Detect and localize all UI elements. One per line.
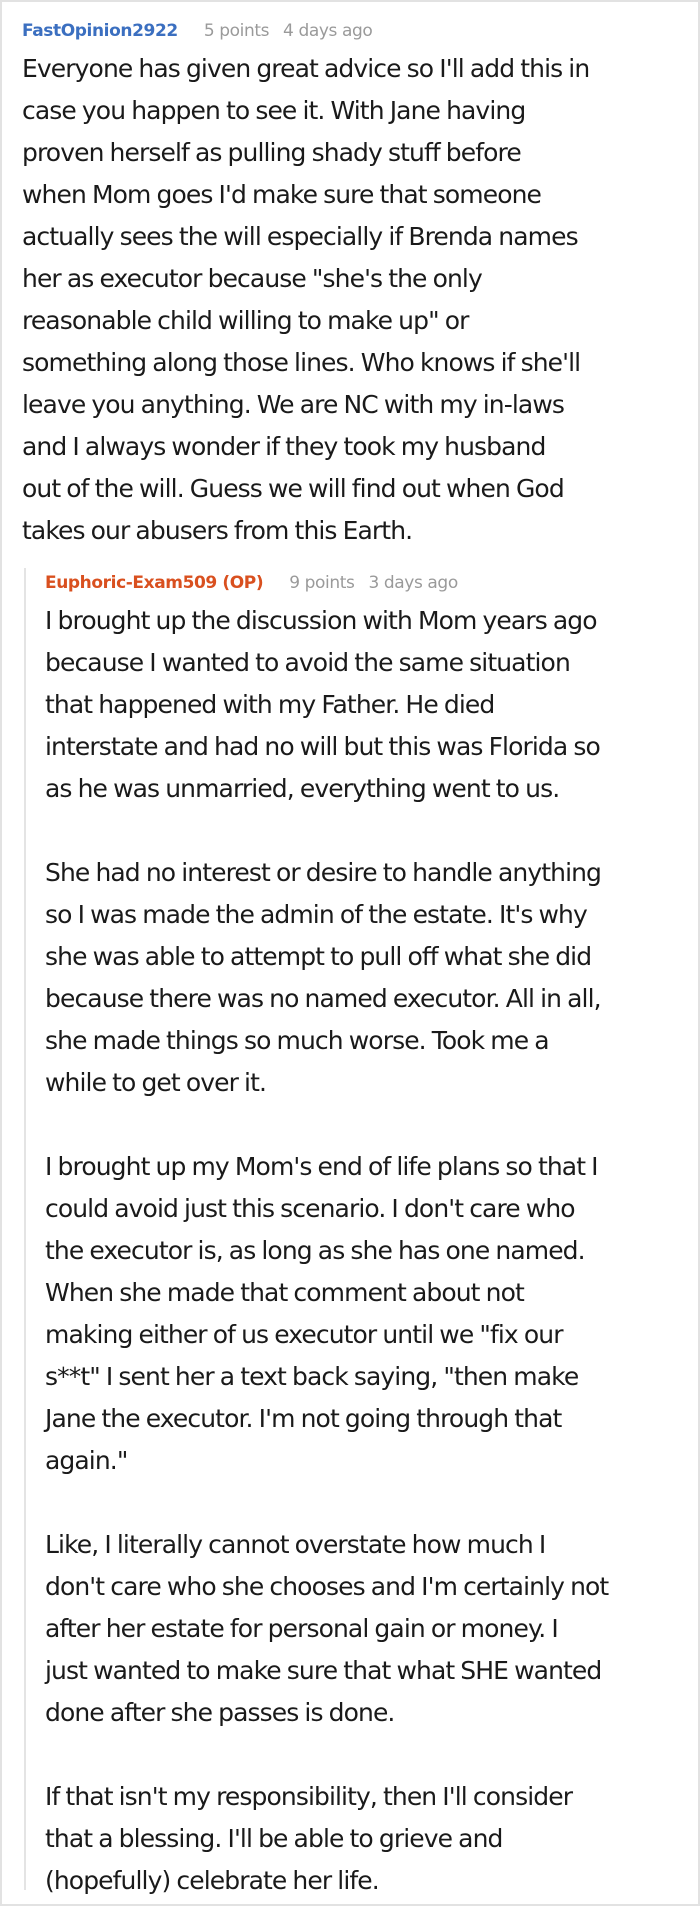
reply-meta xyxy=(45,568,690,594)
reply-text-line: because there was no named executor. All in all, xyxy=(45,984,601,1013)
comment-meta xyxy=(22,20,690,42)
comment xyxy=(22,20,690,552)
comment-text-line: actually sees the will especially if Brenda names xyxy=(22,222,578,251)
reply-text-line: just wanted to make sure that what SHE wanted xyxy=(45,1656,602,1685)
reply-author-link[interactable]: Euphoric-Exam509 (OP) xyxy=(45,573,264,593)
reply-text-line: could avoid just this scenario. I don't care who xyxy=(45,1194,575,1223)
reply-text-line: (hopefully) celebrate her life. xyxy=(45,1866,379,1895)
reply-text-line: because I wanted to avoid the same situation xyxy=(45,648,570,677)
comment-text-line: Everyone has given great advice so I'll add this in xyxy=(22,54,590,83)
comment-text-line: leave you anything. We are NC with my in-laws xyxy=(22,390,565,419)
reply-text-line: If that isn't my responsibility, then I'll consider xyxy=(45,1782,573,1811)
reply-text-line: again." xyxy=(45,1446,128,1475)
reply-text-line: making either of us executor until we "fix our xyxy=(45,1320,563,1349)
reply-text-line: When she made that comment about not xyxy=(45,1278,524,1307)
reply-text-line: that happened with my Father. He died xyxy=(45,690,495,719)
paragraph-gap xyxy=(45,1482,690,1524)
comment-points: 5 points xyxy=(203,21,270,41)
comment-author-link[interactable]: FastOpinion2922 xyxy=(22,21,178,41)
paragraph-gap xyxy=(45,1104,690,1146)
reply-text-line: she made things so much worse. Took me a xyxy=(45,1026,549,1055)
reply-text-line: I brought up my Mom's end of life plans so that I xyxy=(45,1152,598,1181)
reply-text-line: so I was made the admin of the estate. It's why xyxy=(45,900,587,929)
comment-text-line: proven herself as pulling shady stuff before xyxy=(22,138,521,167)
comment-text-line: out of the will. Guess we will find out when God xyxy=(22,474,564,503)
comment-text-line: when Mom goes I'd make sure that someone xyxy=(22,180,542,209)
reply-comment xyxy=(24,568,690,1895)
comment-timestamp[interactable]: 4 days ago xyxy=(283,21,373,41)
comment-text-line: reasonable child willing to make up" or xyxy=(22,306,469,335)
reply-text-line: s**t" I sent her a text back saying, "then make xyxy=(45,1362,579,1391)
reply-body xyxy=(45,600,690,1902)
reply-text-line: interstate and had no will but this was Florida so xyxy=(45,732,600,761)
reply-text-line: Jane the executor. I'm not going through that xyxy=(45,1404,562,1433)
comment-text-line: something along those lines. Who knows if she'll xyxy=(22,348,581,377)
reply-text-line: she was able to attempt to pull off what she did xyxy=(45,942,592,971)
paragraph-gap xyxy=(45,1734,690,1776)
comment-text-line: case you happen to see it. With Jane having xyxy=(22,96,526,125)
reply-text-line: I brought up the discussion with Mom years ago xyxy=(45,606,597,635)
reply-text-line: after her estate for personal gain or money. I xyxy=(45,1614,558,1643)
reply-timestamp[interactable]: 3 days ago xyxy=(368,573,458,593)
paragraph-gap xyxy=(45,810,690,852)
comment-text-line: and I always wonder if they took my husband xyxy=(22,432,546,461)
reply-text-line: don't care who she chooses and I'm certainly not xyxy=(45,1572,609,1601)
comment-body xyxy=(22,48,690,552)
reply-text-line: while to get over it. xyxy=(45,1068,267,1097)
reply-text-line: She had no interest or desire to handle anything xyxy=(45,858,602,887)
reply-text-line: Like, I literally cannot overstate how much I xyxy=(45,1530,546,1559)
reply-text-line: the executor is, as long as she has one named. xyxy=(45,1236,585,1265)
reply-text-line: done after she passes is done. xyxy=(45,1698,395,1727)
reply-text-line: that a blessing. I'll be able to grieve and xyxy=(45,1824,503,1853)
reply-points: 9 points xyxy=(289,573,355,593)
reply-text-line: as he was unmarried, everything went to us. xyxy=(45,774,560,803)
comment-text-line: takes our abusers from this Earth. xyxy=(22,516,413,545)
comment-text-line: her as executor because "she's the only xyxy=(22,264,482,293)
